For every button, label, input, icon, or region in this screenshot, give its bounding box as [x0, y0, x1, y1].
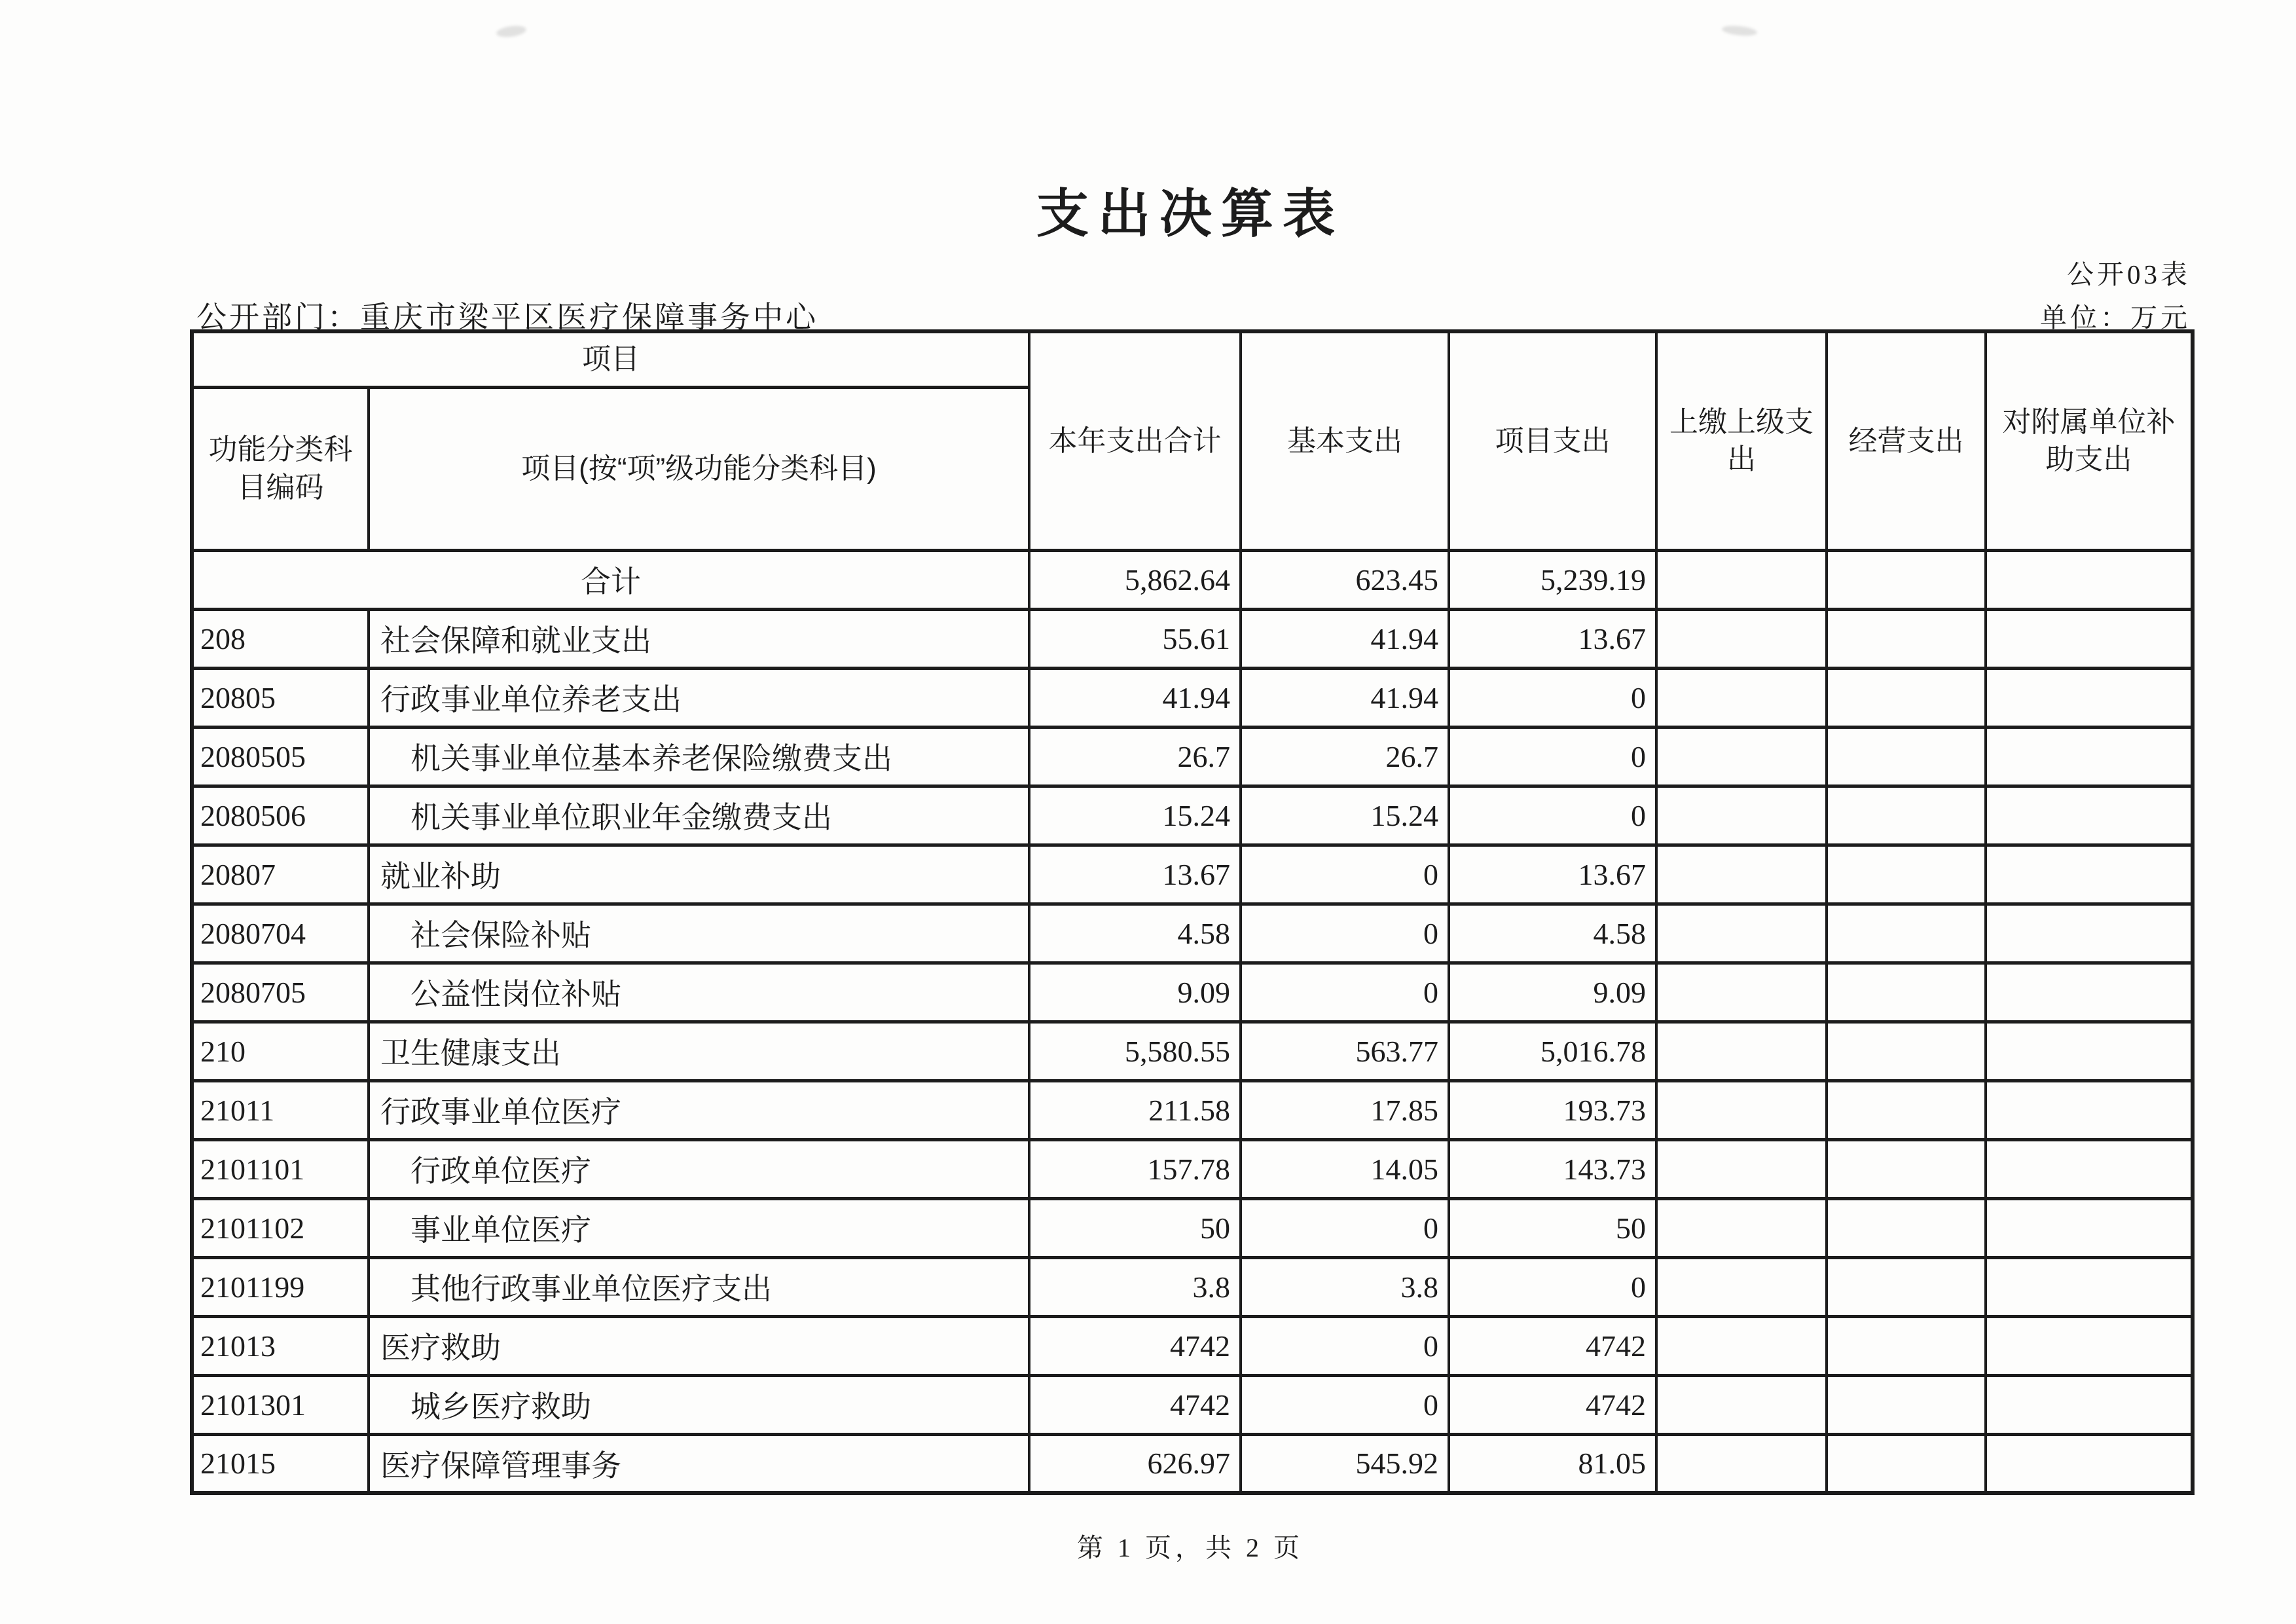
form-code-label: 公开03表	[2067, 259, 2191, 289]
row-project-expense: 4742	[1449, 1375, 1656, 1434]
table-row	[192, 609, 2193, 668]
header-project-name: 项目(按“项”级功能分类科目)	[369, 387, 1029, 550]
row-subsidy-expense	[1986, 1375, 2193, 1434]
row-yearly-total: 5,580.55	[1029, 1022, 1241, 1080]
table-header	[192, 331, 2193, 550]
row-operating-expense	[1827, 904, 1986, 963]
row-yearly-total: 626.97	[1029, 1434, 1241, 1493]
row-upward-expense	[1656, 963, 1827, 1022]
row-upward-expense	[1656, 1022, 1827, 1080]
table-row	[192, 786, 2193, 845]
total-value	[1986, 550, 2193, 609]
row-upward-expense	[1656, 1316, 1827, 1375]
row-subsidy-expense	[1986, 609, 2193, 668]
row-yearly-total: 41.94	[1029, 668, 1241, 727]
row-basic-expense: 15.24	[1241, 786, 1449, 845]
row-project-name: 行政事业单位养老支出	[369, 668, 1029, 727]
row-subsidy-expense	[1986, 1434, 2193, 1493]
row-function-code: 2101102	[192, 1198, 369, 1257]
table-row	[192, 963, 2193, 1022]
row-upward-expense	[1656, 727, 1827, 786]
row-project-name: 事业单位医疗	[369, 1198, 1029, 1257]
page-title: 支出决算表	[1036, 186, 1344, 244]
row-operating-expense	[1827, 845, 1986, 904]
row-operating-expense	[1827, 1022, 1986, 1080]
row-function-code: 21013	[192, 1316, 369, 1375]
row-upward-expense	[1656, 1080, 1827, 1139]
row-project-expense: 5,016.78	[1449, 1022, 1656, 1080]
table-row	[192, 1198, 2193, 1257]
row-yearly-total: 157.78	[1029, 1139, 1241, 1198]
row-project-expense: 50	[1449, 1198, 1656, 1257]
row-subsidy-expense	[1986, 845, 2193, 904]
row-project-expense: 4742	[1449, 1316, 1656, 1375]
scan-artifact	[1721, 24, 1757, 37]
total-value: 623.45	[1241, 550, 1449, 609]
row-subsidy-expense	[1986, 963, 2193, 1022]
row-operating-expense	[1827, 1434, 1986, 1493]
row-yearly-total: 4742	[1029, 1316, 1241, 1375]
row-project-name: 医疗保障管理事务	[369, 1434, 1029, 1493]
row-subsidy-expense	[1986, 904, 2193, 963]
table-row-total	[192, 550, 2193, 609]
row-function-code: 208	[192, 609, 369, 668]
row-project-expense: 143.73	[1449, 1139, 1656, 1198]
row-operating-expense	[1827, 1139, 1986, 1198]
unit-label: 单位：万元	[2040, 303, 2191, 333]
row-basic-expense: 563.77	[1241, 1022, 1449, 1080]
row-project-expense: 0	[1449, 668, 1656, 727]
row-operating-expense	[1827, 1198, 1986, 1257]
header-col-basic: 基本支出	[1241, 331, 1449, 550]
row-function-code: 2101301	[192, 1375, 369, 1434]
row-function-code: 210	[192, 1022, 369, 1080]
row-project-name: 医疗救助	[369, 1316, 1029, 1375]
row-upward-expense	[1656, 1434, 1827, 1493]
row-project-name: 机关事业单位职业年金缴费支出	[369, 786, 1029, 845]
total-label: 合计	[192, 550, 1029, 609]
scan-artifact	[496, 24, 527, 39]
row-operating-expense	[1827, 1257, 1986, 1316]
header-col-yearly-total: 本年支出合计	[1029, 331, 1241, 550]
row-function-code: 21011	[192, 1080, 369, 1139]
header-col-project: 项目支出	[1449, 331, 1656, 550]
total-value: 5,239.19	[1449, 550, 1656, 609]
row-project-name: 社会保险补贴	[369, 904, 1029, 963]
table-body	[192, 550, 2193, 1493]
total-value	[1656, 550, 1827, 609]
table-row	[192, 668, 2193, 727]
row-subsidy-expense	[1986, 1022, 2193, 1080]
row-project-name: 城乡医疗救助	[369, 1375, 1029, 1434]
row-project-name: 机关事业单位基本养老保险缴费支出	[369, 727, 1029, 786]
row-basic-expense: 26.7	[1241, 727, 1449, 786]
row-project-expense: 13.67	[1449, 609, 1656, 668]
row-yearly-total: 4742	[1029, 1375, 1241, 1434]
row-basic-expense: 0	[1241, 963, 1449, 1022]
row-yearly-total: 55.61	[1029, 609, 1241, 668]
row-yearly-total: 13.67	[1029, 845, 1241, 904]
table-row	[192, 1139, 2193, 1198]
row-basic-expense: 0	[1241, 845, 1449, 904]
row-basic-expense: 0	[1241, 1375, 1449, 1434]
row-yearly-total: 211.58	[1029, 1080, 1241, 1139]
row-project-name: 行政单位医疗	[369, 1139, 1029, 1198]
header-col-upward: 上缴上级支出	[1656, 331, 1827, 550]
row-basic-expense: 0	[1241, 904, 1449, 963]
row-basic-expense: 0	[1241, 1316, 1449, 1375]
row-project-expense: 81.05	[1449, 1434, 1656, 1493]
row-upward-expense	[1656, 904, 1827, 963]
row-upward-expense	[1656, 1257, 1827, 1316]
row-project-name: 其他行政事业单位医疗支出	[369, 1257, 1029, 1316]
row-project-name: 就业补助	[369, 845, 1029, 904]
row-upward-expense	[1656, 845, 1827, 904]
table-row	[192, 904, 2193, 963]
row-project-expense: 4.58	[1449, 904, 1656, 963]
row-operating-expense	[1827, 963, 1986, 1022]
row-function-code: 2080704	[192, 904, 369, 963]
row-project-expense: 0	[1449, 1257, 1656, 1316]
row-yearly-total: 26.7	[1029, 727, 1241, 786]
table-row	[192, 1080, 2193, 1139]
row-operating-expense	[1827, 1375, 1986, 1434]
row-upward-expense	[1656, 668, 1827, 727]
department-label: 公开部门：重庆市梁平区医疗保障事务中心	[196, 300, 818, 334]
expenditure-table	[190, 329, 2195, 1495]
row-subsidy-expense	[1986, 668, 2193, 727]
row-project-name: 社会保障和就业支出	[369, 609, 1029, 668]
page-footer: 第 1 页，共 2 页	[1077, 1533, 1303, 1562]
table-row	[192, 1022, 2193, 1080]
table-row	[192, 1316, 2193, 1375]
table-row	[192, 1257, 2193, 1316]
row-operating-expense	[1827, 609, 1986, 668]
row-yearly-total: 50	[1029, 1198, 1241, 1257]
header-project-group: 项目	[192, 331, 1029, 387]
total-value	[1827, 550, 1986, 609]
row-upward-expense	[1656, 1198, 1827, 1257]
row-project-expense: 0	[1449, 727, 1656, 786]
row-operating-expense	[1827, 1080, 1986, 1139]
row-subsidy-expense	[1986, 1080, 2193, 1139]
row-basic-expense: 41.94	[1241, 668, 1449, 727]
row-function-code: 2080505	[192, 727, 369, 786]
row-operating-expense	[1827, 668, 1986, 727]
row-basic-expense: 14.05	[1241, 1139, 1449, 1198]
row-upward-expense	[1656, 1375, 1827, 1434]
row-project-name: 行政事业单位医疗	[369, 1080, 1029, 1139]
row-project-expense: 9.09	[1449, 963, 1656, 1022]
row-subsidy-expense	[1986, 1257, 2193, 1316]
header-col-operating: 经营支出	[1827, 331, 1986, 550]
row-function-code: 20805	[192, 668, 369, 727]
row-yearly-total: 9.09	[1029, 963, 1241, 1022]
row-upward-expense	[1656, 1139, 1827, 1198]
row-project-name: 公益性岗位补贴	[369, 963, 1029, 1022]
row-yearly-total: 4.58	[1029, 904, 1241, 963]
row-subsidy-expense	[1986, 1198, 2193, 1257]
row-basic-expense: 17.85	[1241, 1080, 1449, 1139]
table-row	[192, 727, 2193, 786]
row-function-code: 2101101	[192, 1139, 369, 1198]
row-upward-expense	[1656, 786, 1827, 845]
header-col-subsidy: 对附属单位补助支出	[1986, 331, 2193, 550]
row-basic-expense: 41.94	[1241, 609, 1449, 668]
row-upward-expense	[1656, 609, 1827, 668]
row-operating-expense	[1827, 727, 1986, 786]
row-operating-expense	[1827, 1316, 1986, 1375]
header-function-code: 功能分类科目编码	[192, 387, 369, 550]
table-row	[192, 845, 2193, 904]
row-basic-expense: 0	[1241, 1198, 1449, 1257]
row-basic-expense: 545.92	[1241, 1434, 1449, 1493]
row-project-expense: 193.73	[1449, 1080, 1656, 1139]
row-function-code: 2101199	[192, 1257, 369, 1316]
row-subsidy-expense	[1986, 727, 2193, 786]
row-basic-expense: 3.8	[1241, 1257, 1449, 1316]
row-function-code: 2080506	[192, 786, 369, 845]
row-project-name: 卫生健康支出	[369, 1022, 1029, 1080]
table-row	[192, 1375, 2193, 1434]
row-subsidy-expense	[1986, 786, 2193, 845]
row-project-expense: 13.67	[1449, 845, 1656, 904]
row-function-code: 20807	[192, 845, 369, 904]
row-function-code: 2080705	[192, 963, 369, 1022]
row-yearly-total: 15.24	[1029, 786, 1241, 845]
row-operating-expense	[1827, 786, 1986, 845]
row-project-expense: 0	[1449, 786, 1656, 845]
row-function-code: 21015	[192, 1434, 369, 1493]
table-row	[192, 1434, 2193, 1493]
row-subsidy-expense	[1986, 1139, 2193, 1198]
row-yearly-total: 3.8	[1029, 1257, 1241, 1316]
row-subsidy-expense	[1986, 1316, 2193, 1375]
total-value: 5,862.64	[1029, 550, 1241, 609]
